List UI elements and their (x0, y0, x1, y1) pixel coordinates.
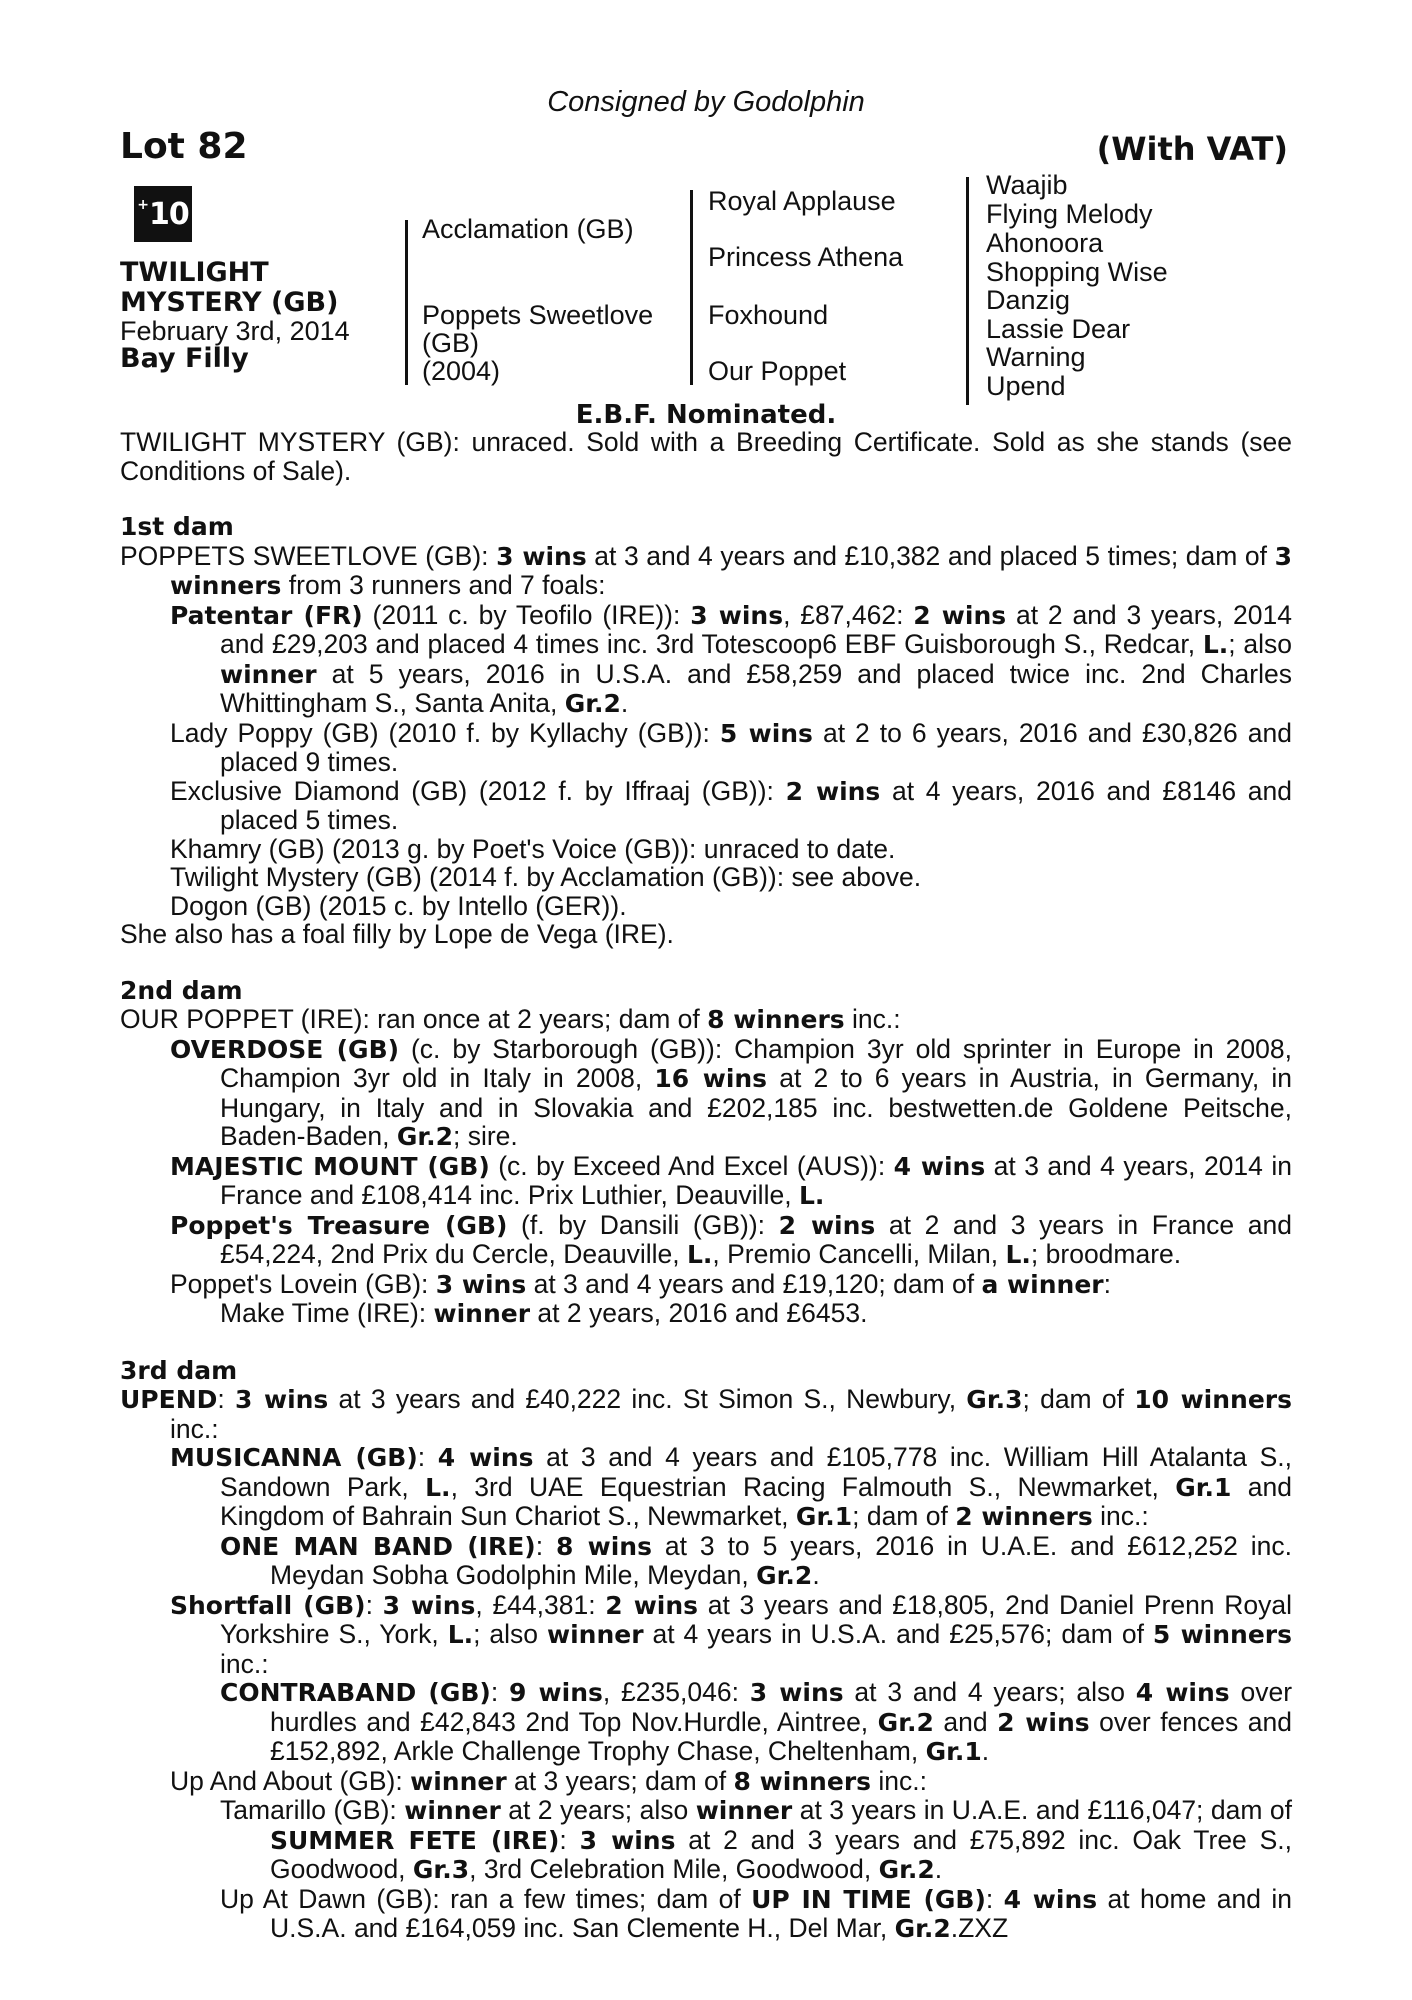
second-dam-summary: OUR POPPET (IRE): ran once at 2 years; dam of 8 winners inc.: (120, 1004, 901, 1034)
pedigree-gen3-4: Shopping Wise (986, 257, 1168, 287)
first-dam-summary: POPPETS SWEETLOVE (GB): 3 wins at 3 and 4 years and £10,382 and placed 5 times; dam of 3 winners from 3 runners and 7 foals: (120, 540, 1292, 600)
progeny-exclusive-diamond: Exclusive Diamond (GB) (2012 f. by Iffraaj (GB)): 2 wins at 4 years, 2016 and £8146 and placed 5 times. (170, 775, 1292, 835)
progeny-twilight-mystery: Twilight Mystery (GB) (2014 f. by Acclamation (GB)): see above. (170, 862, 922, 892)
pedigree-gen3-6: Lassie Dear (986, 314, 1131, 344)
catalogue-body (120, 428, 1292, 1944)
progeny-up-and-about: Up And About (GB): winner at 3 years; dam of 8 winners inc.: (170, 1765, 927, 1796)
pedigree-bracket-1 (405, 220, 408, 385)
pedigree-gen3-3: Ahonoora (986, 228, 1104, 258)
pedigree-dam-line2: (GB) (422, 328, 479, 358)
progeny-overdose: OVERDOSE (GB) (c. by Starborough (GB)): Champion 3yr old sprinter in Europe in 2008, Champion 3yr old in Italy in 2008, 16 wins at 2 to 6 years in Austria, in Germany, in Hungary, in Italy and in Slovakia and £202,185 inc. bestwetten.de Goldene Peitsche, Baden-Baden, Gr.2; sire. (170, 1033, 1293, 1151)
badge-number: 10 (148, 196, 189, 232)
progeny-majestic-mount: MAJESTIC MOUNT (GB) (c. by Exceed And Excel (AUS)): 4 wins at 3 and 4 years, 2014 in France and £108,414 inc. Prix Luthier, Deauville, L. (170, 1150, 1292, 1210)
progeny-poppets-lovein: Poppet's Lovein (GB): 3 wins at 3 and 4 years and £19,120; dam of a winner: (170, 1268, 1111, 1299)
lot-number: Lot 82 (120, 126, 248, 167)
ebf-nominated: E.B.F. Nominated. (575, 400, 837, 430)
progeny-poppets-treasure: Poppet's Treasure (GB) (f. by Dansili (GB)): 2 wins at 2 and 3 years in France and £54,224, 2nd Prix du Cercle, Deauville, L., Premio Cancelli, Milan, L.; broodmare. (170, 1209, 1292, 1269)
progeny-shortfall: Shortfall (GB): 3 wins, £44,381: 2 wins at 3 years and £18,805, 2nd Daniel Prenn Royal Yorkshire S., York, L.; also winner at 4 years in U.S.A. and £25,576; dam of 5 winners inc.: (170, 1589, 1292, 1679)
pedigree-dam-line1: Poppets Sweetlove (422, 300, 654, 330)
progeny-tamarillo: Tamarillo (GB): winner at 2 years; also winner at 3 years in U.A.E. and £116,047; dam of SUMMER FETE (IRE): 3 wins at 2 and 3 years and £75,892 inc. Oak Tree S., Goodwood, Gr.3, 3rd Celebration Mile, Goodwood, Gr.2. (220, 1795, 1292, 1884)
heading-3rd-dam: 3rd dam (120, 1355, 238, 1385)
progeny-contraband: CONTRABAND (GB): 9 wins, £235,046: 3 wins at 3 and 4 years; also 4 wins over hurdles and £42,843 2nd Top Nov.Hurdle, Aintree, Gr.2 and 2 wins over fences and £152,892, Arkle Challenge Trophy Chase, Cheltenham, Gr.1. (220, 1677, 1293, 1766)
pedigree-gen3-7: Warning (986, 342, 1086, 372)
pedigree-gen3-2: Flying Melody (986, 199, 1153, 229)
horse-name-line1: TWILIGHT (120, 257, 269, 288)
progeny-khamry: Khamry (GB) (2013 g. by Poet's Voice (GB)): unraced to date. (170, 833, 896, 864)
pedigree-bracket-2 (690, 190, 693, 385)
pedigree-gen2-3: Foxhound (708, 300, 829, 330)
heading-2nd-dam: 2nd dam (120, 975, 243, 1005)
pedigree-gen2-4: Our Poppet (708, 356, 847, 386)
pedigree-sire: Acclamation (GB) (422, 214, 634, 244)
pedigree-dam-line3: (2004) (422, 356, 501, 386)
icon-badge: + 10 (134, 186, 192, 242)
progeny-dogon: Dogon (GB) (2015 c. by Intello (GER)). (170, 890, 627, 921)
third-dam-summary: UPEND: 3 wins at 3 years and £40,222 inc. St Simon S., Newbury, Gr.3; dam of 10 winners inc.: (120, 1384, 1292, 1444)
vat-status: (With VAT) (1096, 130, 1288, 168)
pedigree-gen3-5: Danzig (986, 285, 1071, 315)
progeny-musicanna: MUSICANNA (GB): 4 wins at 3 and 4 years and £105,778 inc. William Hill Atalanta S., Sandown Park, L., 3rd UAE Equestrian Racing Falmouth S., Newmarket, Gr.1 and Kingdom of Bahrain Sun Chariot S., Newmarket, Gr.1; dam of 2 winners inc.: (170, 1442, 1292, 1531)
pedigree-gen3-1: Waajib (986, 170, 1068, 200)
pedigree-gen3-8: Upend (986, 371, 1066, 401)
foaling-date: February 3rd, 2014 (120, 316, 350, 346)
intro-paragraph: TWILIGHT MYSTERY (GB): unraced. Sold with a Breeding Certificate. Sold as she stands (see Conditions of Sale). (120, 427, 1292, 486)
progeny-patentar: Patentar (FR) (2011 c. by Teofilo (IRE)): 3 wins, £87,462: 2 wins at 2 and 3 years, 2014 and £29,203 and placed 4 times inc. 3rd Totescoop6 EBF Guisborough S., Redcar, L.; also winner at 5 years, 2016 in U.S.A. and £58,259 and placed twice inc. 2nd Charles Whittingham S., Santa Anita, Gr.2. (170, 599, 1292, 718)
pedigree-gen2-2: Princess Athena (708, 242, 904, 272)
progeny-up-at-dawn: Up At Dawn (GB): ran a few times; dam of UP IN TIME (GB): 4 wins at home and in U.S.A. and £164,059 inc. San Clemente H., Del Mar, Gr.2.ZXZ (220, 1883, 1292, 1943)
heading-1st-dam: 1st dam (120, 512, 234, 541)
consigned-by: Consigned by Godolphin (547, 86, 865, 118)
pedigree-bracket-3 (966, 177, 969, 405)
pedigree-gen2-1: Royal Applause (708, 186, 896, 216)
foal-note: She also has a foal filly by Lope de Vega (IRE). (120, 919, 674, 949)
horse-name-line2: MYSTERY (GB) (120, 287, 339, 318)
progeny-lady-poppy: Lady Poppy (GB) (2010 f. by Kyllachy (GB)): 5 wins at 2 to 6 years, 2016 and £30,826 and placed 9 times. (170, 717, 1292, 777)
horse-sex-colour: Bay Filly (120, 343, 249, 374)
progeny-one-man-band: ONE MAN BAND (IRE): 8 wins at 3 to 5 years, 2016 in U.A.E. and £612,252 inc. Meydan Sobha Godolphin Mile, Meydan, Gr.2. (220, 1530, 1292, 1590)
progeny-make-time: Make Time (IRE): winner at 2 years, 2016 and £6453. (220, 1298, 868, 1328)
